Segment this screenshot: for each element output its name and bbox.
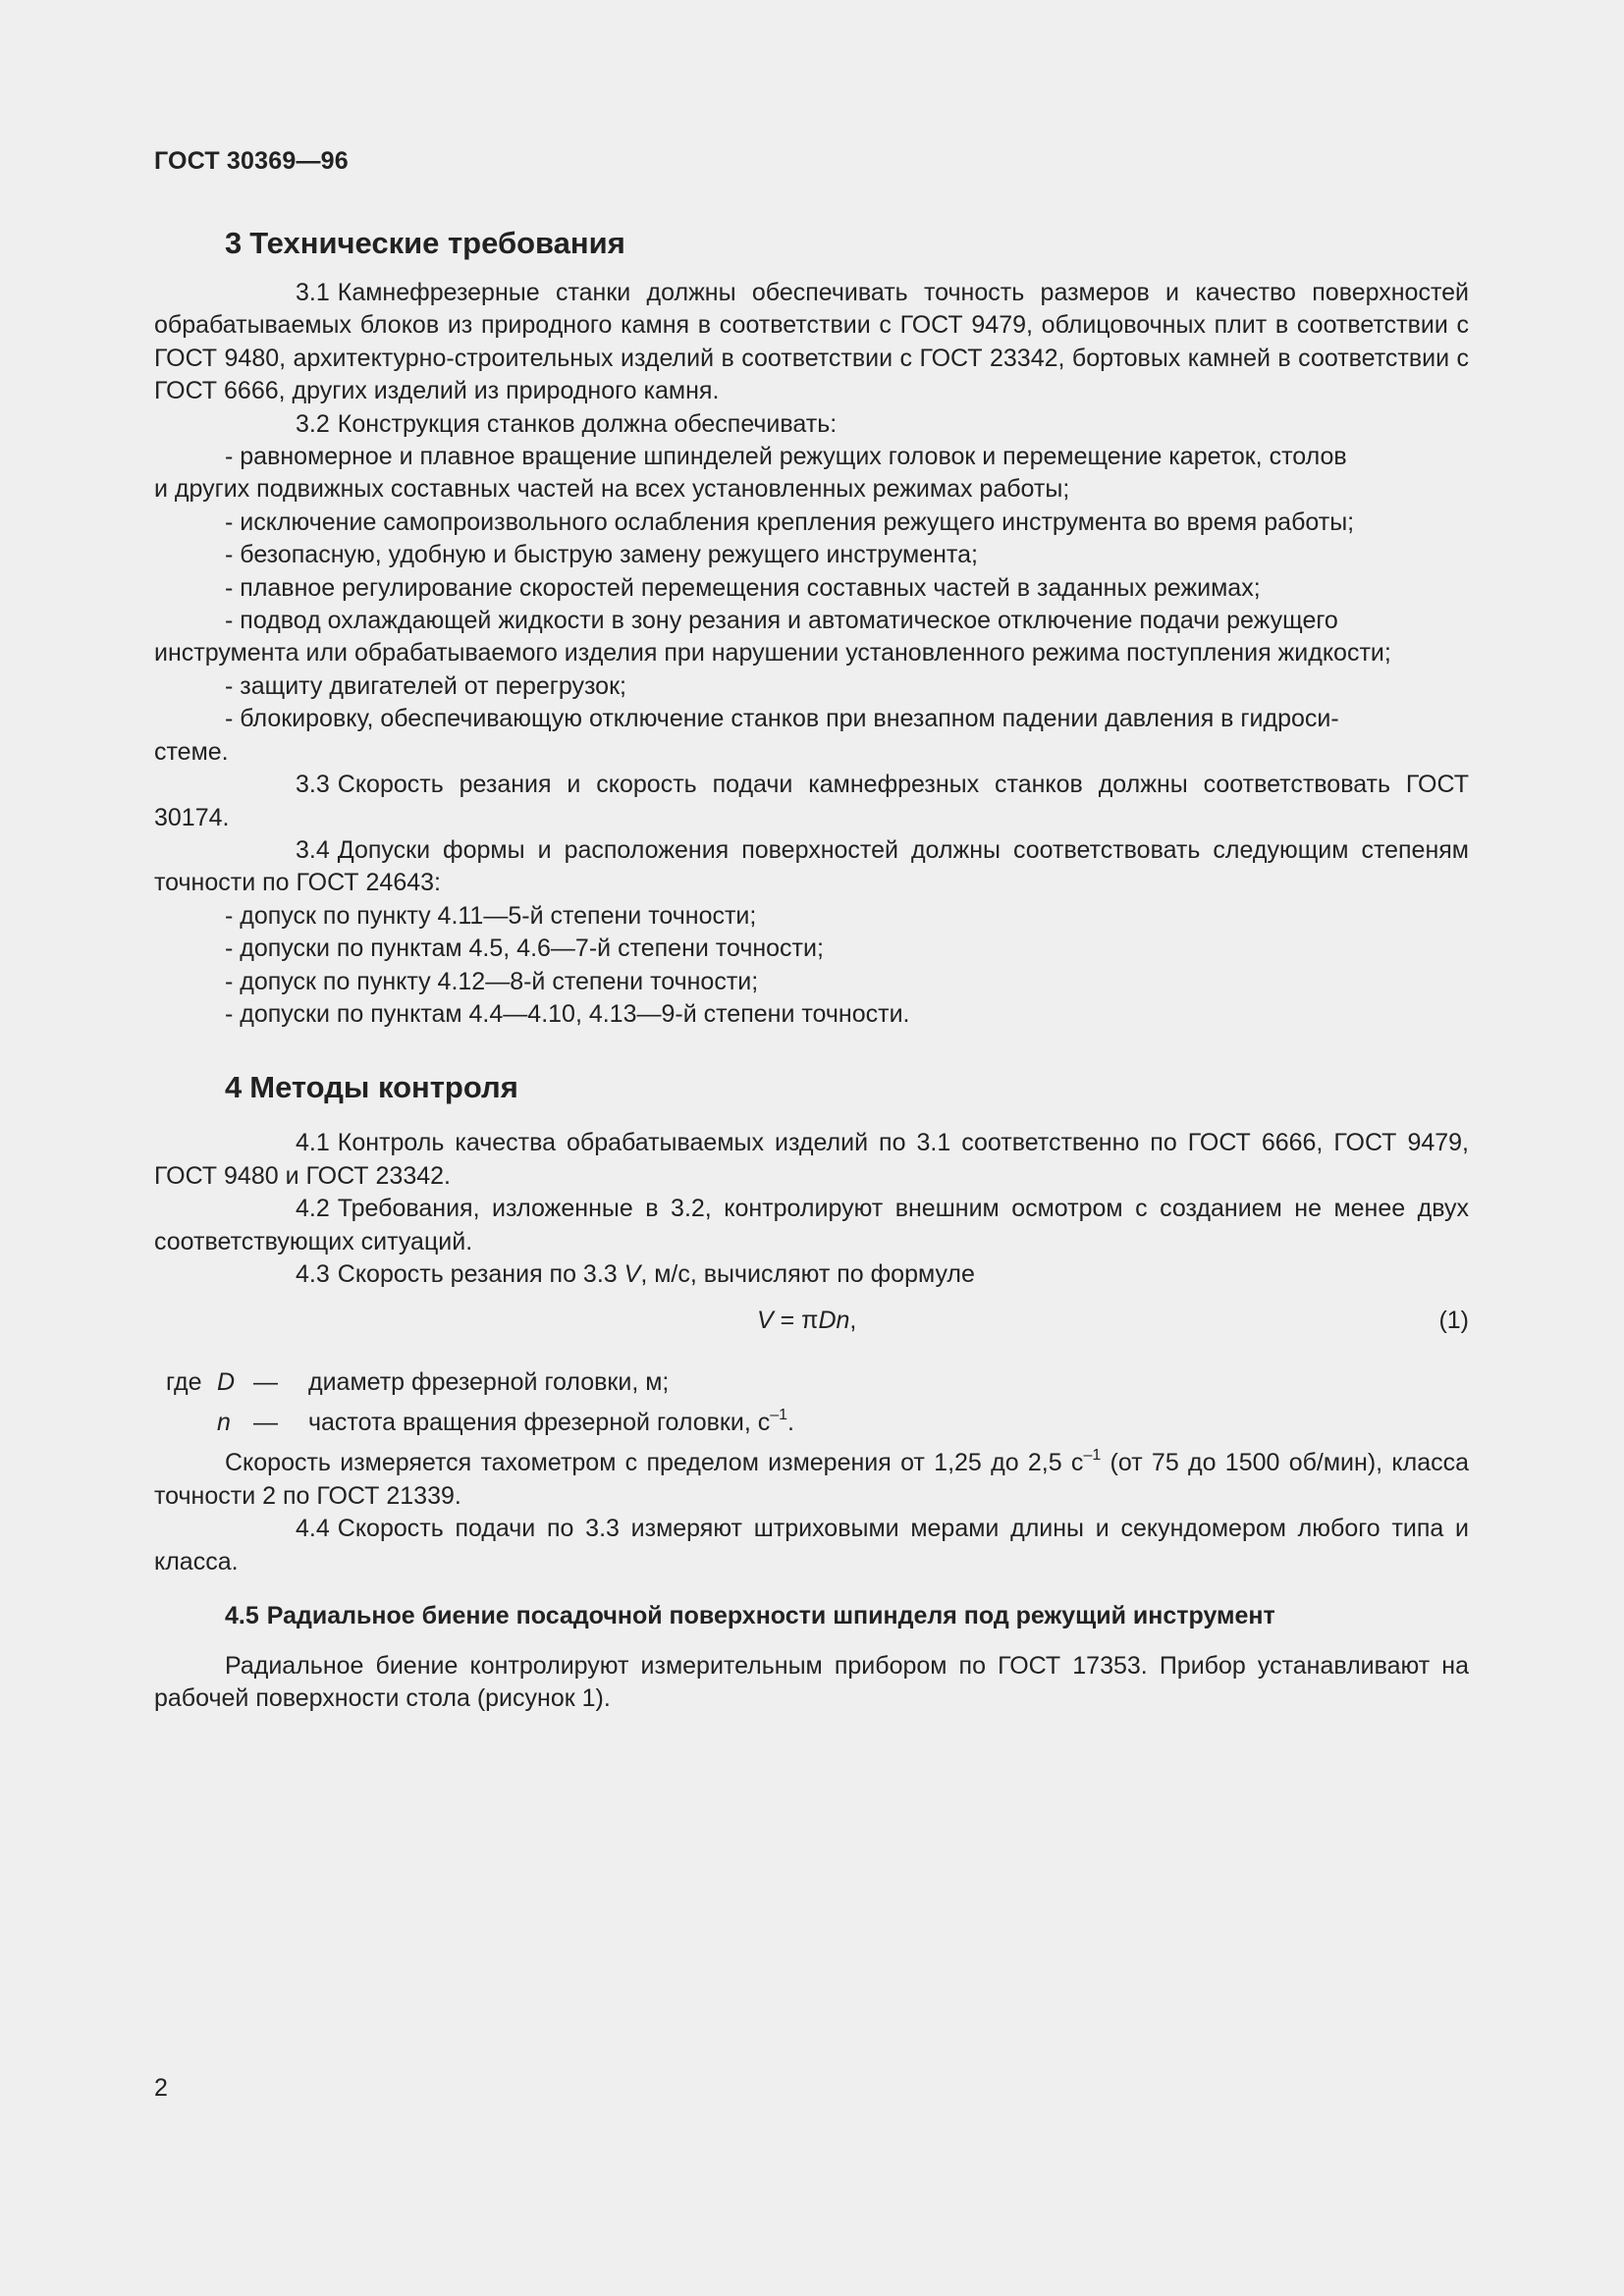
paragraph-4-2 <box>154 1193 1469 1258</box>
where-label: где <box>166 1368 202 1397</box>
list-item <box>154 670 1469 703</box>
where-text <box>308 1407 794 1439</box>
paragraph-4-1 <box>154 1127 1469 1193</box>
where-text-body: частота вращения фрезерной головки, с <box>308 1409 771 1437</box>
section-title: Технические требования <box>249 226 625 260</box>
paragraph-4-4 <box>154 1513 1469 1578</box>
paragraph-3-3 <box>154 769 1469 834</box>
clause-text: Скорость измеряется тахометром с пределом измерения от 1,25 до 2,5 с <box>225 1449 1084 1477</box>
list-item-text: равномерное и плавное вращение шпинделей режущих головок и перемещение кареток, столов <box>240 443 1347 471</box>
formula-line <box>154 1305 1469 1337</box>
section-number: 3 <box>225 226 243 260</box>
clause-text: Контроль качества обрабатываемых изделий по 3.1 соответственно по ГОСТ 6666, ГОСТ 9479, ГОСТ 9480 и ГОСТ 23342. <box>154 1129 1469 1190</box>
formula-number: (1) <box>1438 1307 1469 1335</box>
where-symbol: D <box>217 1368 236 1397</box>
list-dash: - <box>225 967 234 995</box>
formula-eq: = π <box>773 1307 819 1335</box>
list-item-text: допуск по пункту 4.11—5-й степени точности; <box>240 901 757 930</box>
clause-text: Допуски формы и расположения поверхностей должны соответствовать следующим степеням точности по ГОСТ 24643: <box>154 835 1469 897</box>
list-dash: - <box>225 999 234 1028</box>
clause-number: 3.1 <box>296 279 330 306</box>
clause-number: 3.3 <box>296 771 330 799</box>
list-item-text: допуски по пунктам 4.5, 4.6—7-й степени точности; <box>240 934 824 963</box>
list-item-text: блокировку, обеспечивающую отключение станков при внезапном падении давления в гидроси- <box>240 705 1339 733</box>
clause-text-tail: (от 75 до 1500 об/мин), класса точности 2 по ГОСТ 21339. <box>154 1449 1469 1510</box>
where-row-d <box>154 1366 1469 1399</box>
clause-text-tail: , м/с, вычисляют по формуле <box>640 1259 975 1288</box>
list-item-continuation: и других подвижных составных частей на всех установленных режимах работы; <box>154 475 1070 504</box>
where-text: диаметр фрезерной головки, м; <box>308 1368 670 1397</box>
list-item <box>154 441 1469 473</box>
list-item-text: безопасную, удобную и быструю замену режущего инструмента; <box>240 541 978 569</box>
clause-number: 3.4 <box>296 835 330 864</box>
paragraph-3-1 <box>154 277 1469 408</box>
list-item-text: защиту двигателей от перегрузок; <box>240 671 626 700</box>
formula-n: n <box>836 1307 850 1335</box>
clause-number: 4.2 <box>296 1195 330 1223</box>
clause-text: Камнефрезерные станки должны обеспечивать точность размеров и качество поверхностей обрабатываемых блоков из природного камня в соответствии с ГОСТ 9479, облицовочных плит в соответствии с ГОСТ 9480, архитектурно-строительных изделий в соответствии с ГОСТ 23342, бортовых камней в соответствии с ГОСТ 6666, других изделий из природного камня. <box>154 279 1469 405</box>
formula <box>757 1305 856 1337</box>
list-dash: - <box>225 573 234 602</box>
clause-number: 4.4 <box>296 1515 330 1543</box>
list-item <box>154 998 1469 1031</box>
list-dash: - <box>225 607 234 635</box>
paragraph-4-5: Радиальное биение контролируют измерительным прибором по ГОСТ 17353. Прибор устанавливают на рабочей поверхности стола (рисунок 1). <box>154 1652 1469 1713</box>
clause-text: Скорость резания и скорость подачи камнефрезных станков должны соответствовать ГОСТ 30174. <box>154 771 1469 831</box>
clause-number: 4.3 <box>296 1259 330 1288</box>
list-item-text: допуск по пункту 4.12—8-й степени точности; <box>240 967 759 995</box>
list-item-text: допуски по пунктам 4.4—4.10, 4.13—9-й степени точности. <box>240 999 910 1028</box>
document-body <box>154 224 1469 1716</box>
list-item <box>154 900 1469 933</box>
list-item-text: плавное регулирование скоростей перемещения составных частей в заданных режимах; <box>240 573 1261 602</box>
clause-text: Требования, изложенные в 3.2, контролируют внешним осмотром с созданием не менее двух соответствующих ситуаций. <box>154 1195 1469 1255</box>
list-dash: - <box>225 541 234 569</box>
list-item-continuation: стеме. <box>154 737 229 766</box>
clause-text: Скорость резания по 3.3 <box>337 1259 618 1288</box>
subsection-4-5-heading <box>154 1600 1469 1632</box>
clause-text: Скорость подачи по 3.3 измеряют штриховыми мерами длины и секундомером любого типа и класса. <box>154 1515 1469 1575</box>
list-item-text: подвод охлаждающей жидкости в зону резания и автоматическое отключение подачи режущего <box>240 607 1338 635</box>
section-title: Методы контроля <box>249 1070 518 1105</box>
clause-number: 4.1 <box>296 1129 330 1157</box>
formula-tail: , <box>849 1307 857 1335</box>
clause-number: 4.5 <box>225 1602 259 1629</box>
superscript: –1 <box>1083 1447 1102 1465</box>
list-item <box>154 703 1469 735</box>
section-4-heading <box>154 1068 1469 1107</box>
list-item <box>154 933 1469 965</box>
where-text-end: . <box>787 1409 794 1437</box>
list-item <box>154 507 1469 539</box>
where-row-n <box>154 1407 1469 1439</box>
list-dash: - <box>225 671 234 700</box>
list-item <box>154 572 1469 605</box>
list-dash: - <box>225 507 234 536</box>
list-dash: - <box>225 934 234 963</box>
where-symbol: n <box>217 1409 231 1437</box>
formula-d: D <box>818 1307 837 1335</box>
section-number: 4 <box>225 1070 243 1105</box>
clause-text: Конструкция станков должна обеспечивать: <box>337 409 838 438</box>
paragraph-tachometer <box>154 1447 1469 1513</box>
where-superscript: –1 <box>770 1407 788 1424</box>
list-item <box>154 966 1469 998</box>
section-3-heading <box>154 224 1469 263</box>
clause-number: 3.2 <box>296 409 330 438</box>
formula-lhs: V <box>757 1307 774 1335</box>
list-dash: - <box>225 901 234 930</box>
list-dash: - <box>225 443 234 471</box>
page-number: 2 <box>154 2074 168 2102</box>
subsection-title: Радиальное биение посадочной поверхности шпинделя под режущий инструмент <box>266 1602 1275 1629</box>
list-item-continuation: инструмента или обрабатываемого изделия при нарушении установленного режима поступления жидкости; <box>154 639 1391 667</box>
paragraph-4-3 <box>154 1258 1469 1291</box>
list-item <box>154 539 1469 571</box>
where-dash: — <box>253 1368 278 1397</box>
list-dash: - <box>225 705 234 733</box>
paragraph-3-2 <box>154 408 1469 441</box>
document-code: ГОСТ 30369—96 <box>154 147 349 175</box>
variable-v: V <box>623 1259 641 1288</box>
where-dash: — <box>253 1409 278 1437</box>
list-item <box>154 605 1469 637</box>
list-item-text: исключение самопроизвольного ослабления крепления режущего инструмента во время работы; <box>240 507 1355 536</box>
paragraph-3-4 <box>154 834 1469 900</box>
